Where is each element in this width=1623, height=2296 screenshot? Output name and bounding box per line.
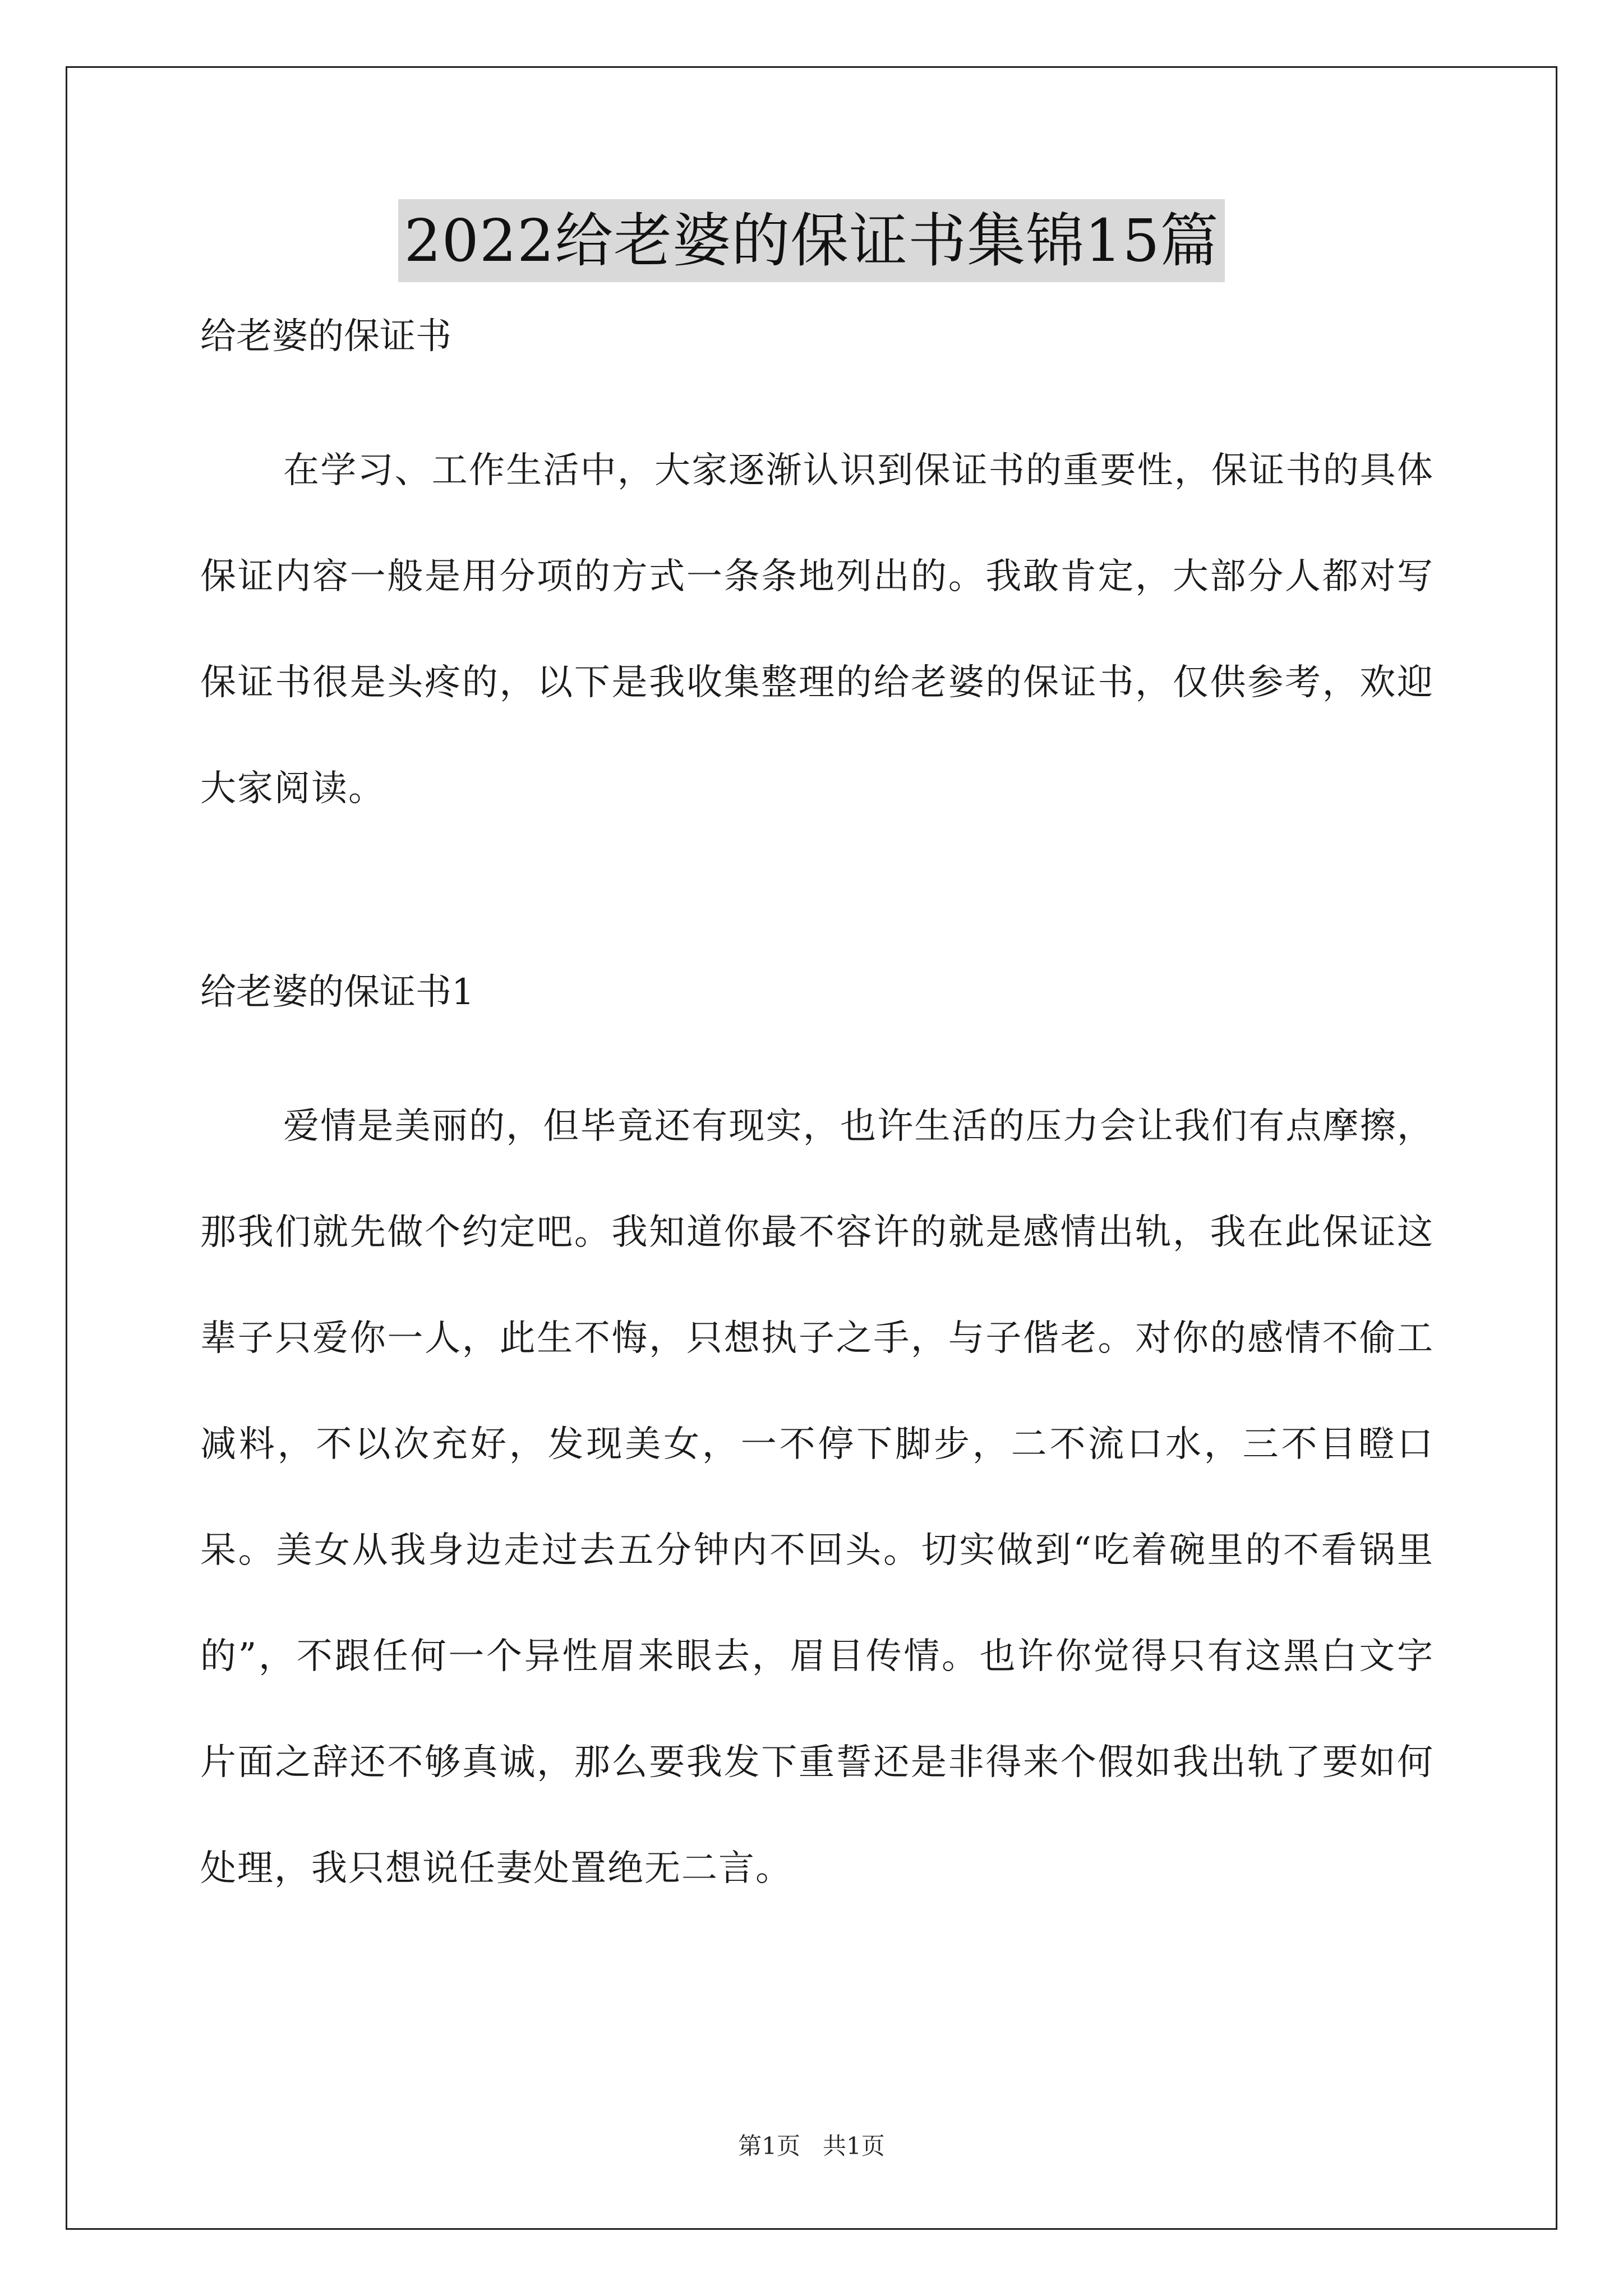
section-paragraph: 在学习、工作生活中，大家逐渐认识到保证书的重要性，保证书的具体保证内容一般是用分项的方式一条条地列出的。我敢肯定，大部分人都对写保证书很是头疼的，以下是我收集整理的给老婆的保证书，仅供参考，欢迎大家阅读。	[200, 450, 1434, 809]
section-heading: 给老婆的保证书1	[200, 972, 474, 1013]
page-footer: 第1页 共1页	[738, 2132, 885, 2160]
document-body	[200, 314, 1434, 1922]
title-container	[0, 199, 1623, 282]
section-paragraph: 爱情是美丽的，但毕竟还有现实，也许生活的压力会让我们有点摩擦，那我们就先做个约定吧。我知道你最不容许的就是感情出轨，我在此保证这辈子只爱你一人，此生不悔，只想执子之手，与子偕老。对你的感情不偷工减料，不以次充好，发现美女，一不停下脚步，二不流口水，三不目瞪口呆。美女从我身边走过去五分钟内不回头。切实做到“吃着碗里的不看锅里的”，不跟任何一个异性眉来眼去，眉目传情。也许你觉得只有这黑白文字片面之辞还不够真诚，那么要我发下重誓还是非得来个假如我出轨了要如何处理，我只想说任妻处置绝无二言。	[200, 1106, 1434, 1889]
section-heading: 给老婆的保证书	[200, 316, 451, 357]
document-title: 2022给老婆的保证书集锦15篇	[398, 199, 1224, 282]
